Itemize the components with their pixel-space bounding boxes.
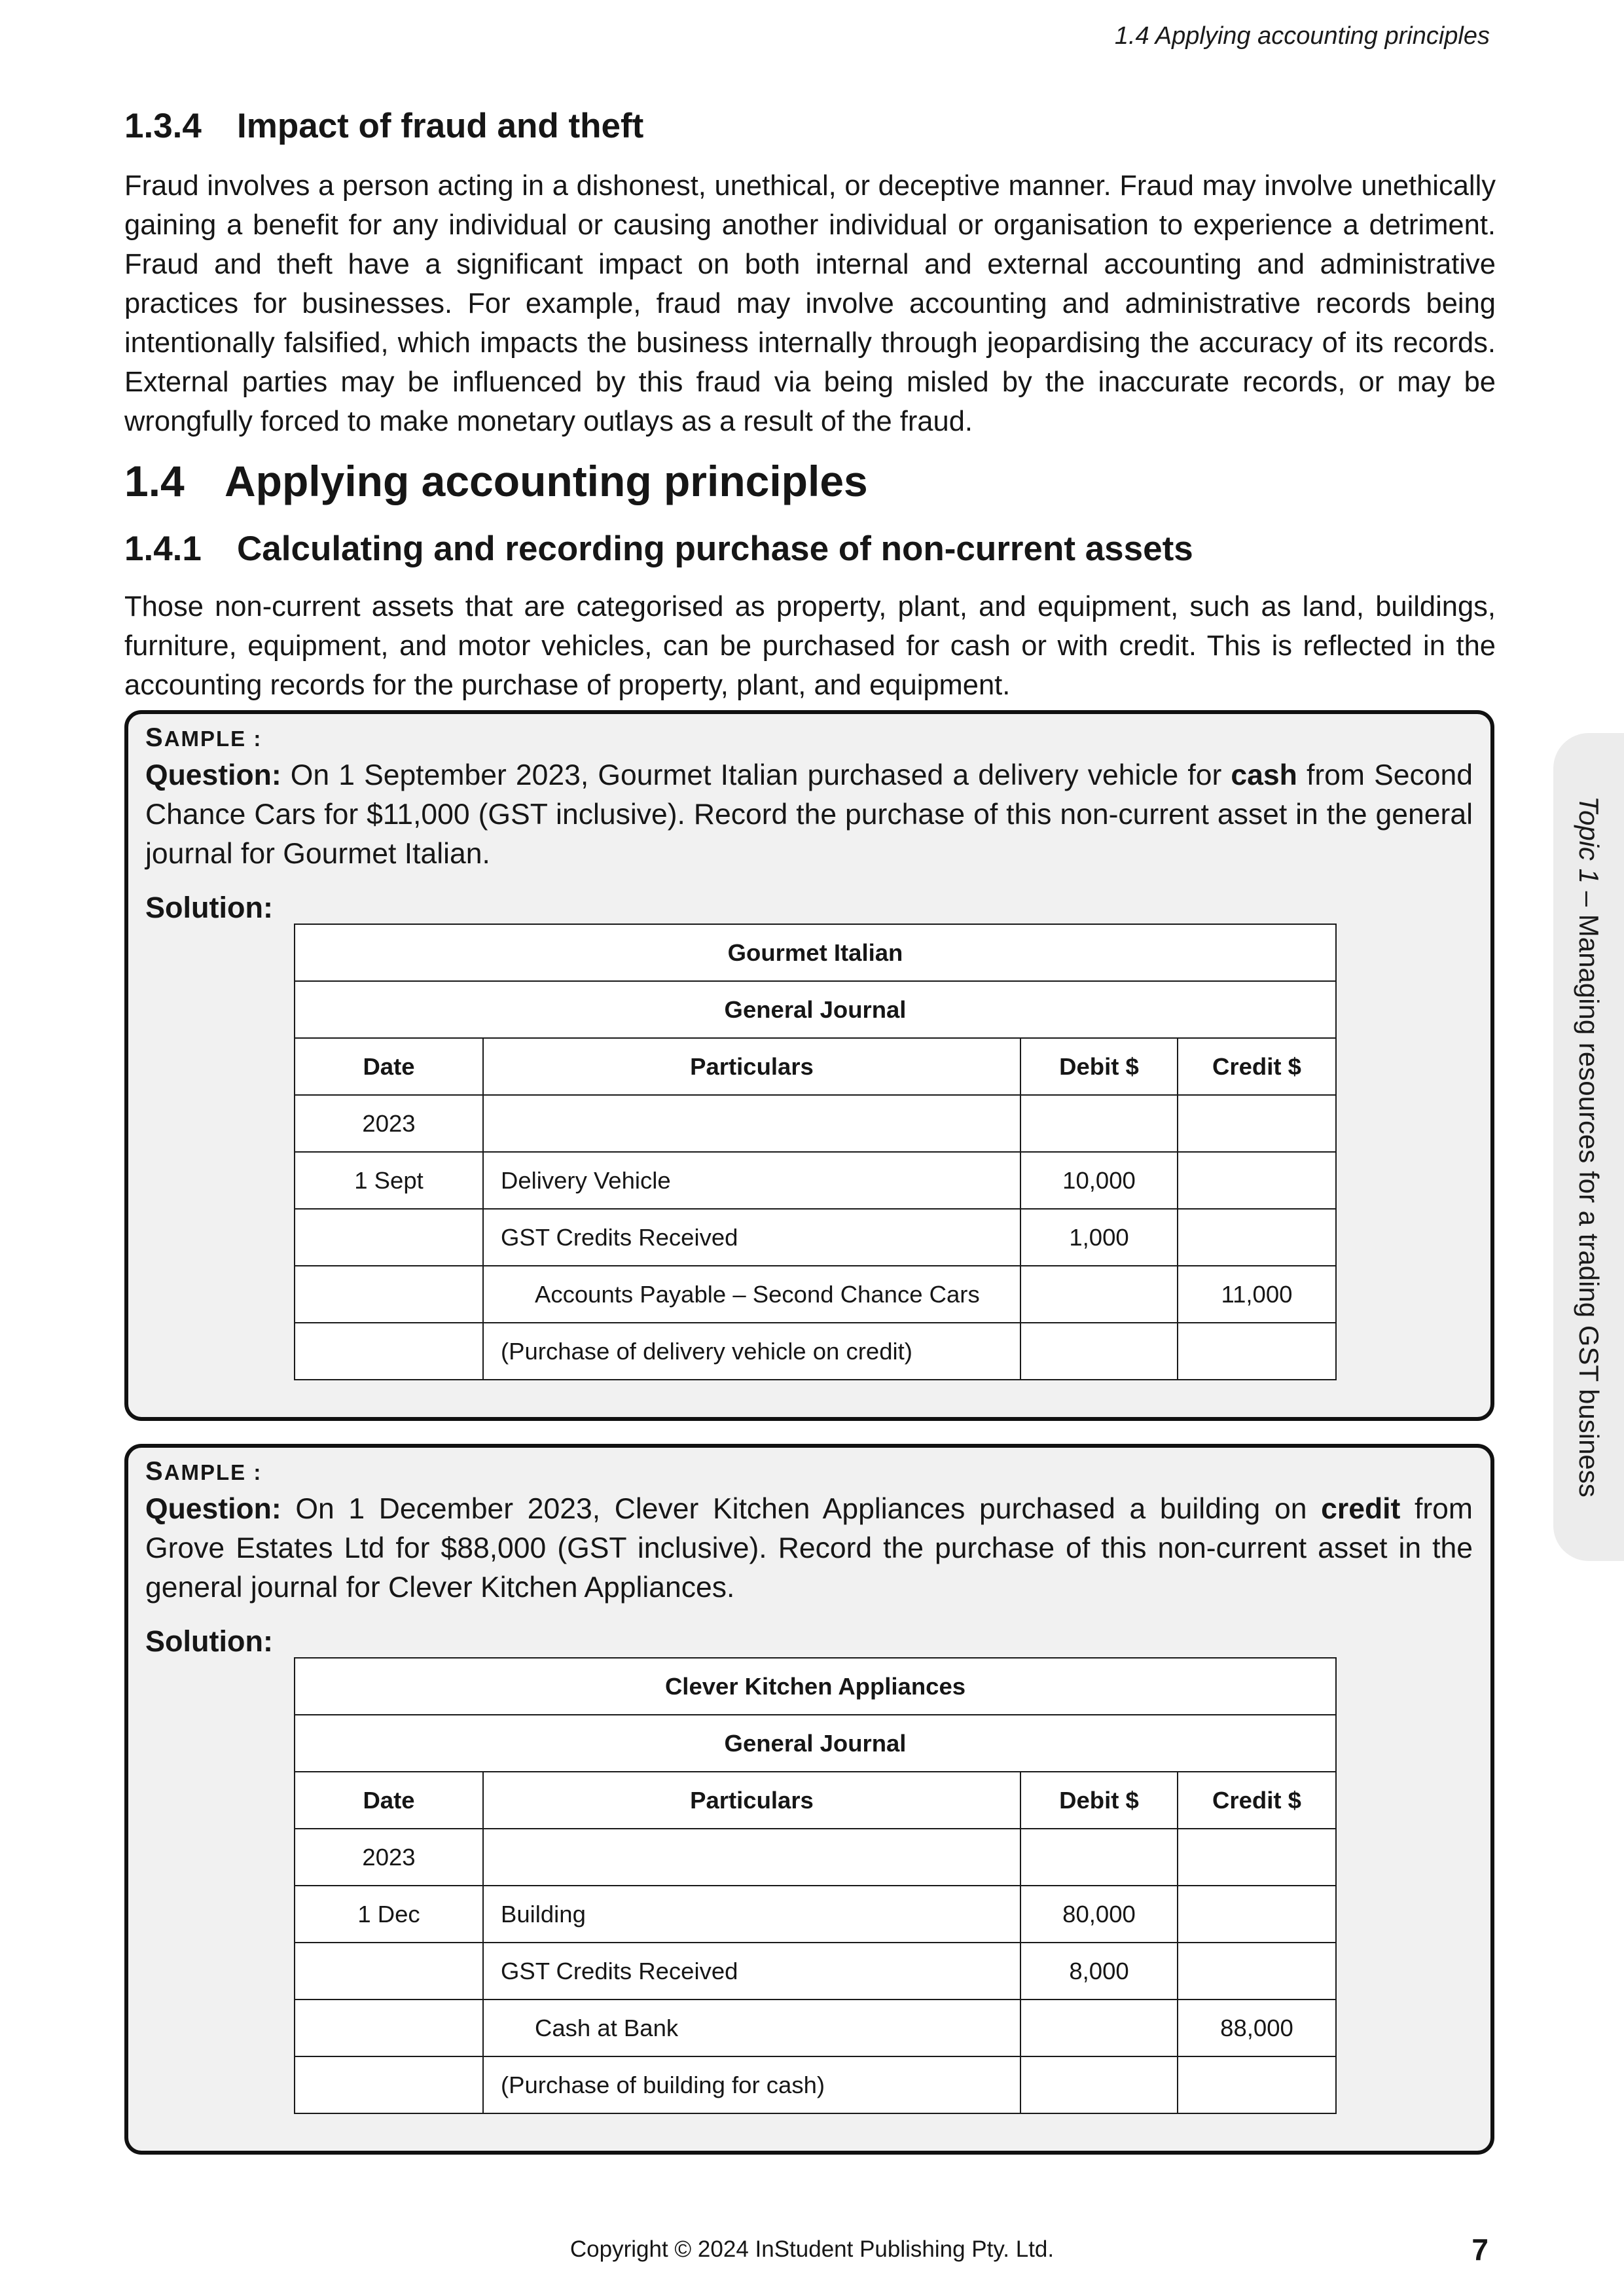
general-journal-table: [294, 1657, 1337, 2114]
heading-1-4-1: [124, 529, 1193, 569]
table-row: [295, 1095, 1336, 1152]
debit-cell: [1020, 1323, 1178, 1380]
table-row: [295, 2056, 1336, 2113]
journal-business-row: [295, 1658, 1336, 1715]
particulars-cell: Building: [483, 1886, 1020, 1943]
topic-label: Topic 1 – Managing resources for a trading GST business: [1574, 796, 1604, 1498]
table-row: [295, 1323, 1336, 1380]
heading-1-3-4: [124, 106, 643, 146]
journal-header-row: [295, 1038, 1336, 1095]
table-row: [295, 1209, 1336, 1266]
date-cell: [295, 2000, 483, 2056]
credit-cell: [1178, 1209, 1336, 1266]
journal-title: General Journal: [295, 981, 1336, 1038]
solution-label: Solution:: [145, 891, 273, 924]
debit-cell: [1020, 1829, 1178, 1886]
heading-title: Applying accounting principles: [225, 457, 868, 505]
credit-cell: [1178, 1829, 1336, 1886]
topic-side-tab: [1553, 733, 1624, 1561]
particulars-cell: (Purchase of delivery vehicle on credit): [483, 1323, 1020, 1380]
debit-cell: [1020, 2056, 1178, 2113]
table-row: [295, 2000, 1336, 2056]
credit-cell: [1178, 1886, 1336, 1943]
journal-title-row: [295, 981, 1336, 1038]
credit-cell: [1178, 1152, 1336, 1209]
heading-title: Calculating and recording purchase of non-current assets: [237, 529, 1193, 568]
journal-title-row: [295, 1715, 1336, 1772]
debit-cell: [1020, 2000, 1178, 2056]
date-cell: [295, 1209, 483, 1266]
date-cell: [295, 1266, 483, 1323]
credit-cell: [1178, 1943, 1336, 2000]
column-header: Credit $: [1178, 1038, 1336, 1095]
business-name: Gourmet Italian: [295, 924, 1336, 981]
credit-cell: [1178, 1095, 1336, 1152]
debit-cell: 80,000: [1020, 1886, 1178, 1943]
journal-title: General Journal: [295, 1715, 1336, 1772]
journal-business-row: [295, 924, 1336, 981]
fraud-paragraph: Fraud involves a person acting in a dishonest, unethical, or deceptive manner. Fraud may involve unethically gaining a benefit for any individual or causing another individual or organisation to experience a detriment. Fraud and theft have a significant impact on both internal and external accounting and administrative practices for businesses. For example, fraud may involve accounting and administrative records being intentionally falsified, which impacts the business internally through jeopardising the accuracy of its records. External parties may be influenced by this fraud via being misled by the inaccurate records, or may be wrongfully forced to make monetary outlays as a result of the fraud.: [124, 170, 1496, 437]
non-current-assets-paragraph: Those non-current assets that are categorised as property, plant, and equipment, such as land, buildings, furniture, equipment, and motor vehicles, can be purchased for cash or with credit. This is reflected in the accounting records for the purchase of property, plant, and equipment.: [124, 591, 1496, 701]
particulars-cell: Delivery Vehicle: [483, 1152, 1020, 1209]
date-cell: 2023: [295, 1829, 483, 1886]
credit-cell: 11,000: [1178, 1266, 1336, 1323]
question-text: Question: On 1 December 2023, Clever Kitchen Appliances purchased a building on credit from Grove Estates Ltd for $88,000 (GST inclusive). Record the purchase of this non-current asset in the general journal for Clever Kitchen Appliances.: [145, 1493, 1473, 1604]
date-cell: 2023: [295, 1095, 483, 1152]
credit-cell: [1178, 1323, 1336, 1380]
debit-cell: [1020, 1095, 1178, 1152]
table-row: [295, 1943, 1336, 2000]
date-cell: 1 Sept: [295, 1152, 483, 1209]
table-row: [295, 1886, 1336, 1943]
question-text: Question: On 1 September 2023, Gourmet Italian purchased a delivery vehicle for cash from Second Chance Cars for $11,000 (GST inclusive). Record the purchase of this non-current asset in the general journal for Gourmet Italian.: [145, 759, 1473, 870]
particulars-cell: Cash at Bank: [483, 2000, 1020, 2056]
copyright-footer: Copyright © 2024 InStudent Publishing Pty. Ltd.: [569, 2236, 1055, 2262]
sample-label: SAMPLE :: [145, 723, 262, 752]
column-header: Credit $: [1178, 1772, 1336, 1829]
debit-cell: 10,000: [1020, 1152, 1178, 1209]
particulars-cell: [483, 1095, 1020, 1152]
particulars-cell: GST Credits Received: [483, 1209, 1020, 1266]
particulars-cell: Accounts Payable – Second Chance Cars: [483, 1266, 1020, 1323]
solution-label: Solution:: [145, 1624, 273, 1658]
date-cell: 1 Dec: [295, 1886, 483, 1943]
debit-cell: [1020, 1266, 1178, 1323]
business-name: Clever Kitchen Appliances: [295, 1658, 1336, 1715]
column-header: Particulars: [483, 1038, 1020, 1095]
running-header: 1.4 Applying accounting principles: [1114, 22, 1490, 50]
column-header: Debit $: [1020, 1038, 1178, 1095]
sample-box-2: [124, 1444, 1494, 2155]
column-header: Particulars: [483, 1772, 1020, 1829]
column-header: Debit $: [1020, 1772, 1178, 1829]
sample-label: SAMPLE :: [145, 1457, 262, 1486]
journal-header-row: [295, 1772, 1336, 1829]
column-header: Date: [295, 1772, 483, 1829]
particulars-cell: (Purchase of building for cash): [483, 2056, 1020, 2113]
table-row: [295, 1152, 1336, 1209]
credit-cell: [1178, 2056, 1336, 2113]
particulars-cell: GST Credits Received: [483, 1943, 1020, 2000]
table-row: [295, 1829, 1336, 1886]
particulars-cell: [483, 1829, 1020, 1886]
credit-cell: 88,000: [1178, 2000, 1336, 2056]
date-cell: [295, 1943, 483, 2000]
heading-1-4: [124, 456, 868, 506]
column-header: Date: [295, 1038, 483, 1095]
heading-number: 1.3.4: [124, 107, 202, 145]
debit-cell: 1,000: [1020, 1209, 1178, 1266]
page-number: 7: [1471, 2233, 1489, 2267]
debit-cell: 8,000: [1020, 1943, 1178, 2000]
general-journal-table: [294, 924, 1337, 1380]
heading-title: Impact of fraud and theft: [237, 107, 644, 145]
date-cell: [295, 1323, 483, 1380]
heading-number: 1.4: [124, 457, 185, 505]
sample-box-1: [124, 710, 1494, 1421]
heading-number: 1.4.1: [124, 529, 202, 568]
table-row: [295, 1266, 1336, 1323]
date-cell: [295, 2056, 483, 2113]
